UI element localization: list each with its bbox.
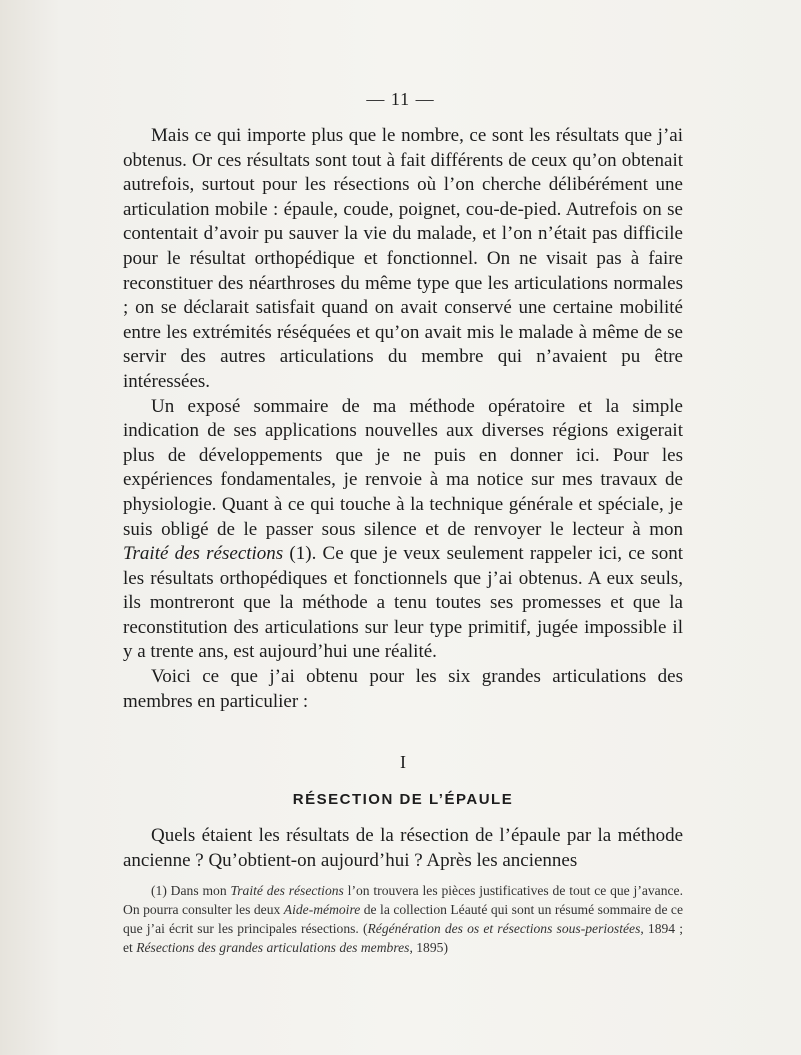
footnote: [123, 881, 683, 957]
section-title: RÉSECTION DE L’ÉPAULE: [292, 791, 514, 809]
footnote-title-2: Aide-mémoire: [283, 902, 361, 918]
footnote-text-4: , 1894 ; et: [123, 921, 683, 956]
paragraph-shoulder: Quels étaient les résultats de la résection de l’épaule par la méthode ancienne ? Qu’obtient-on aujourd’hui ? Après les anciennes: [123, 825, 683, 871]
footnote-text-2: l’on trouvera les pièces justificatives de tout ce que j’avance. On pourra consulter les deux: [123, 883, 683, 918]
page-number: — 11 —: [366, 89, 435, 109]
footnote-text-3: de la collection Léauté qui sont un résumé sommaire de ce que j’ai écrit sur les principales résections. (: [123, 902, 684, 937]
main-text: [123, 124, 683, 971]
footnote-title-4: Résections des grandes articulations des membres: [136, 940, 410, 956]
paragraph-method: [123, 395, 683, 666]
paragraph-intro-list: Voici ce que j’ai obtenu pour les six grandes articulations des membres en particulier :: [123, 666, 683, 712]
paragraph-method-text-2: (1). Ce que je veux seulement rappeler ici, ce sont les résultats orthopédiques et fonctionnels que j’ai obtenus. A eux seuls, ils montreront que la méthode a tenu toutes ses promesses et que la reconstitution des articulations sur leur type primitif, jugée impossible il y a trente ans, est aujourd’hui une réalité.: [123, 543, 683, 663]
footnote-title-3: Régénération des os et résections sous-periostées: [367, 921, 641, 937]
paragraph-method-text-1: Un exposé sommaire de ma méthode opératoire et la simple indication de ses applications nouvelles aux diverses régions exigerait plus de développements que je ne puis en donner ici. Pour les expériences fondamentales, je renvoie à ma notice sur mes travaux de physiologie. Quant à ce qui touche à la technique générale et spéciale, je suis obligé de le passer sous silence et de renvoyer le lecteur à mon: [123, 395, 683, 540]
paragraph-results: Mais ce qui importe plus que le nombre, ce sont les résultats que j’ai obtenus. Or ces résultats sont tout à fait différents de ceux qu’on obtenait autrefois, surtout pour les résections où l’on cherche délibérément une articulation mobile : épaule, coude, poignet, cou-de-pied. Autrefois on se contentait d’avoir pu sauver la vie du malade, et l’on n’était pas difficile pour le résultat orthopédique et fonctionnel. On ne visait pas à faire reconstituer des néarthroses du même type que les articulations normales ; on se déclarait satisfait quand on avait conservé une certaine mobilité entre les extrémités réséquées et qu’on avait mis le malade à même de se servir des autres articulations du membre qui n’avaient pu être intéressées.: [123, 125, 683, 392]
footnote-text-1: (1) Dans mon: [151, 883, 231, 899]
footnote-title-1: Traité des résections: [230, 883, 344, 899]
footnote-text-5: , 1895): [409, 940, 448, 956]
treatise-title: Traité des résections: [123, 543, 284, 565]
section-number: I: [400, 752, 406, 773]
